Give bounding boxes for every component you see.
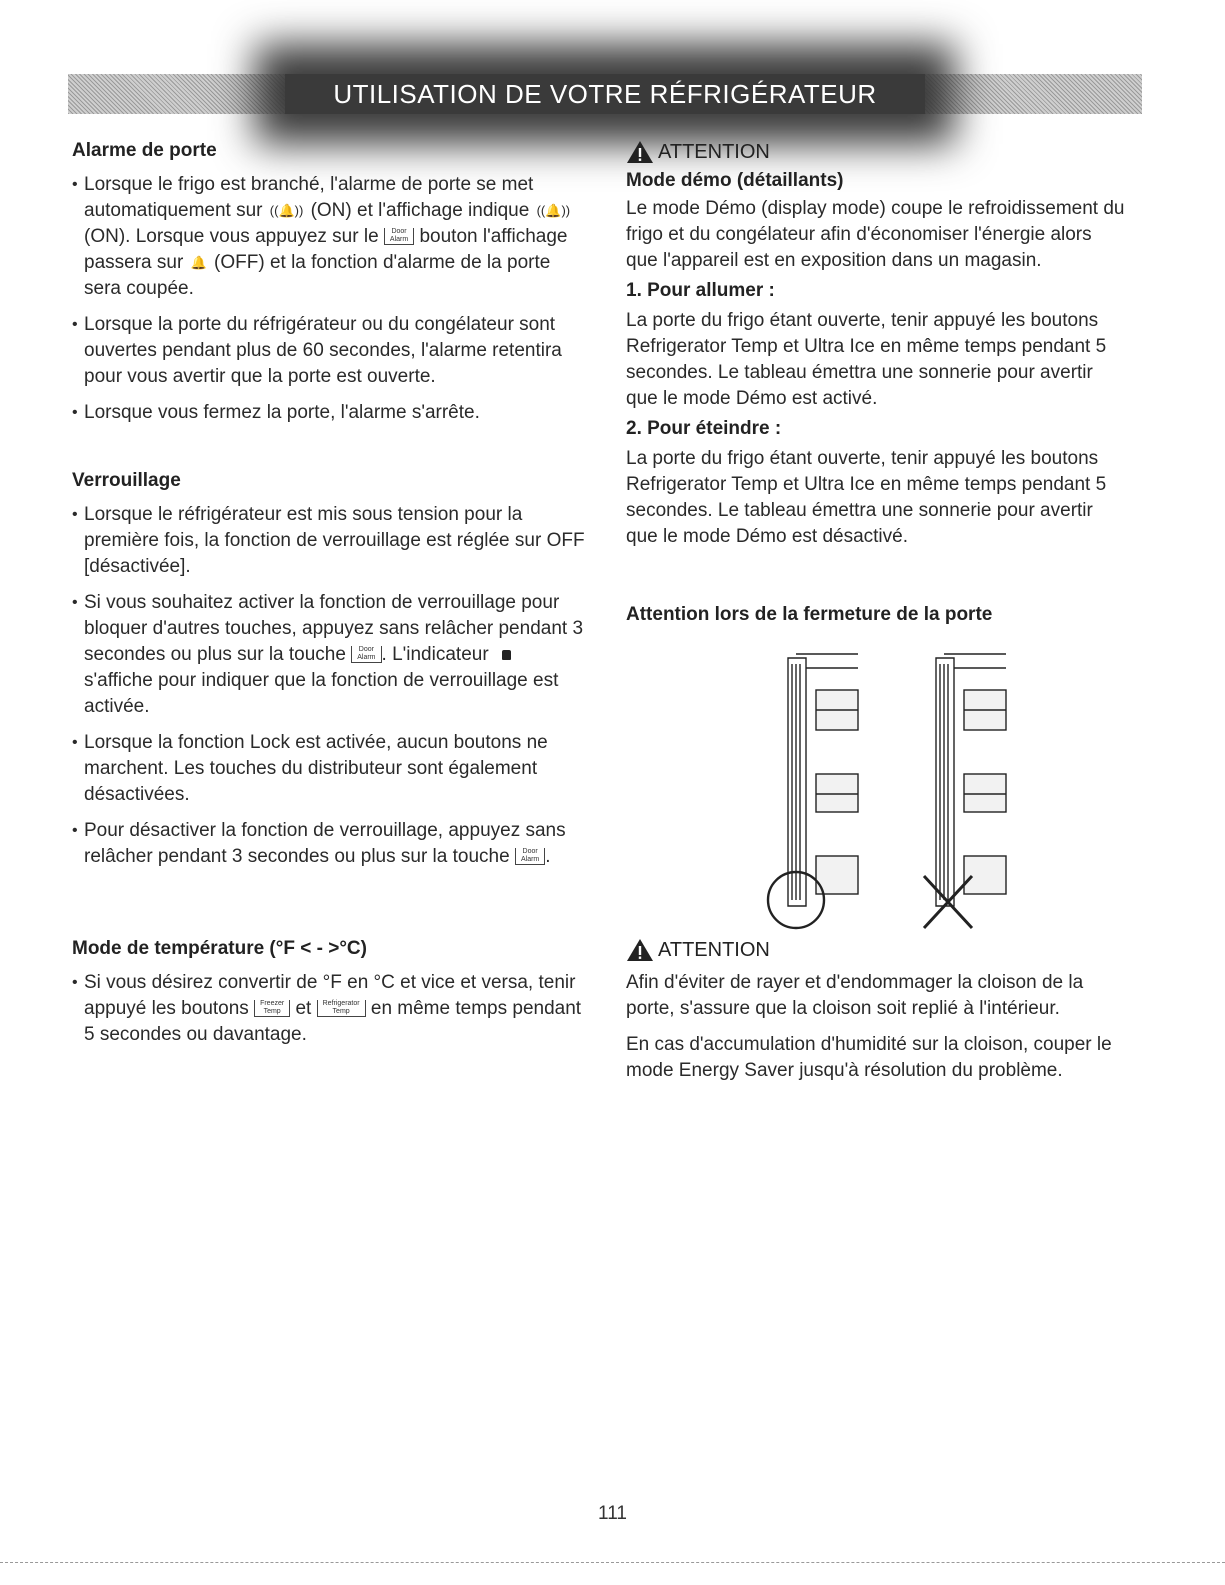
page-number: 111 [598,1503,627,1524]
temp-mode-heading: Mode de température (°F < - >°C) [72,938,367,959]
alarm-on-icon: ((🔔)) [269,203,304,219]
alarm-off-icon: 🔔 [190,255,207,271]
list-item: • Lorsque la fonction Lock est activée, aucun boutons ne marchent. Les touches du distributeur sont également désactivées. [72,730,592,808]
caution-paragraph-1: Afin d'éviter de rayer et d'endommager la cloison de la porte, s'assure que la cloison soit replié à l'intérieur. [626,972,1084,1019]
demo-heading: Mode démo (détaillants) [626,170,844,191]
lock-heading: Verrouillage [72,470,181,491]
warning-triangle-icon [626,140,654,164]
lock-indicator-icon [502,650,511,660]
list-item: • Lorsque le réfrigérateur est mis sous tension pour la première fois, la fonction de verrouillage est réglée sur OFF [désactivée]. [72,502,592,580]
refrigerator-temp-key-icon: Refrigerator Temp [317,1000,366,1017]
banner-title-band [285,74,925,114]
footer-divider [0,1562,1225,1563]
door-alarm-key-icon: Door Alarm [515,848,545,865]
door-alarm-heading: Alarme de porte [72,140,217,161]
attention-label: ATTENTION [658,140,770,163]
door-alarm-key-icon: Door Alarm [384,228,414,245]
freezer-temp-key-icon: Freezer Temp [254,1000,290,1017]
list-item: • Lorsque le frigo est branché, l'alarme de porte se met automatiquement sur ((🔔)) (ON) et l'affichage indique ((🔔)) (ON). Lorsque vous appuyez sur le Door Alarm bouton l'affichage passera sur 🔔 (OFF) et la fonction d'alarme de la porte sera coupée. [72,172,592,302]
warning-triangle-icon [626,938,654,962]
demo-intro: Le mode Démo (display mode) coupe le refroidissement du frigo et du congélateur afin d'économiser l'énergie alors que l'appareil est en exposition dans un magasin. [626,198,1125,271]
demo-attention-row [626,140,1126,164]
step1-text: La porte du frigo étant ouverte, tenir appuyé les boutons Refrigerator Temp et Ultra Ice en même temps pendant 5 secondes. Le tableau émettra une sonnerie pour avertir que le mode Démo est activé. [626,310,1107,409]
section-banner [68,74,1142,114]
step2-text: La porte du frigo étant ouverte, tenir appuyé les boutons Refrigerator Temp et Ultra Ice en même temps pendant 5 secondes. Le tableau émettra une sonnerie pour avertir que le mode Démo est désactivé. [626,448,1107,547]
banner-title: UTILISATION DE VOTRE RÉFRIGÉRATEUR [333,78,877,109]
correct-door-figure [768,654,858,928]
lock-list [72,502,592,870]
door-alarm-list [72,172,592,426]
temp-mode-list [72,970,592,1048]
door-closing-heading: Attention lors de la fermeture de la porte [626,604,993,625]
attention-label: ATTENTION [658,938,770,961]
door-closing-illustration [766,644,1016,930]
list-item: • Si vous désirez convertir de °F en °C et vice et versa, tenir appuyé les boutons Freezer Temp et Refrigerator Temp en même temps pendant 5 secondes ou davantage. [72,970,592,1048]
door-alarm-key-icon: Door Alarm [351,646,381,663]
list-item: • Lorsque la porte du réfrigérateur ou du congélateur sont ouvertes pendant plus de 60 secondes, l'alarme retentira pour vous avertir que la porte est ouverte. [72,312,592,390]
left-column [72,140,592,1058]
list-item: • Si vous souhaitez activer la fonction de verrouillage pour bloquer d'autres touches, appuyez sans relâcher pendant 3 secondes ou plus sur la touche Door Alarm . L'indicateur s'affiche pour indiquer que la fonction de verrouillage est activée. [72,590,592,720]
incorrect-door-figure [924,654,1006,928]
step2-heading: 2. Pour éteindre : [626,418,782,439]
step1-heading: 1. Pour allumer : [626,280,775,301]
alarm-on-icon: ((🔔)) [536,203,571,219]
list-item: • Lorsque vous fermez la porte, l'alarme s'arrête. [72,400,592,426]
caution-attention-row [626,938,1126,962]
right-column [626,140,1126,1084]
list-item: • Pour désactiver la fonction de verrouillage, appuyez sans relâcher pendant 3 secondes ou plus sur la touche Door Alarm . [72,818,592,870]
caution-paragraph-2: En cas d'accumulation d'humidité sur la cloison, couper le mode Energy Saver jusqu'à résolution du problème. [626,1034,1112,1081]
